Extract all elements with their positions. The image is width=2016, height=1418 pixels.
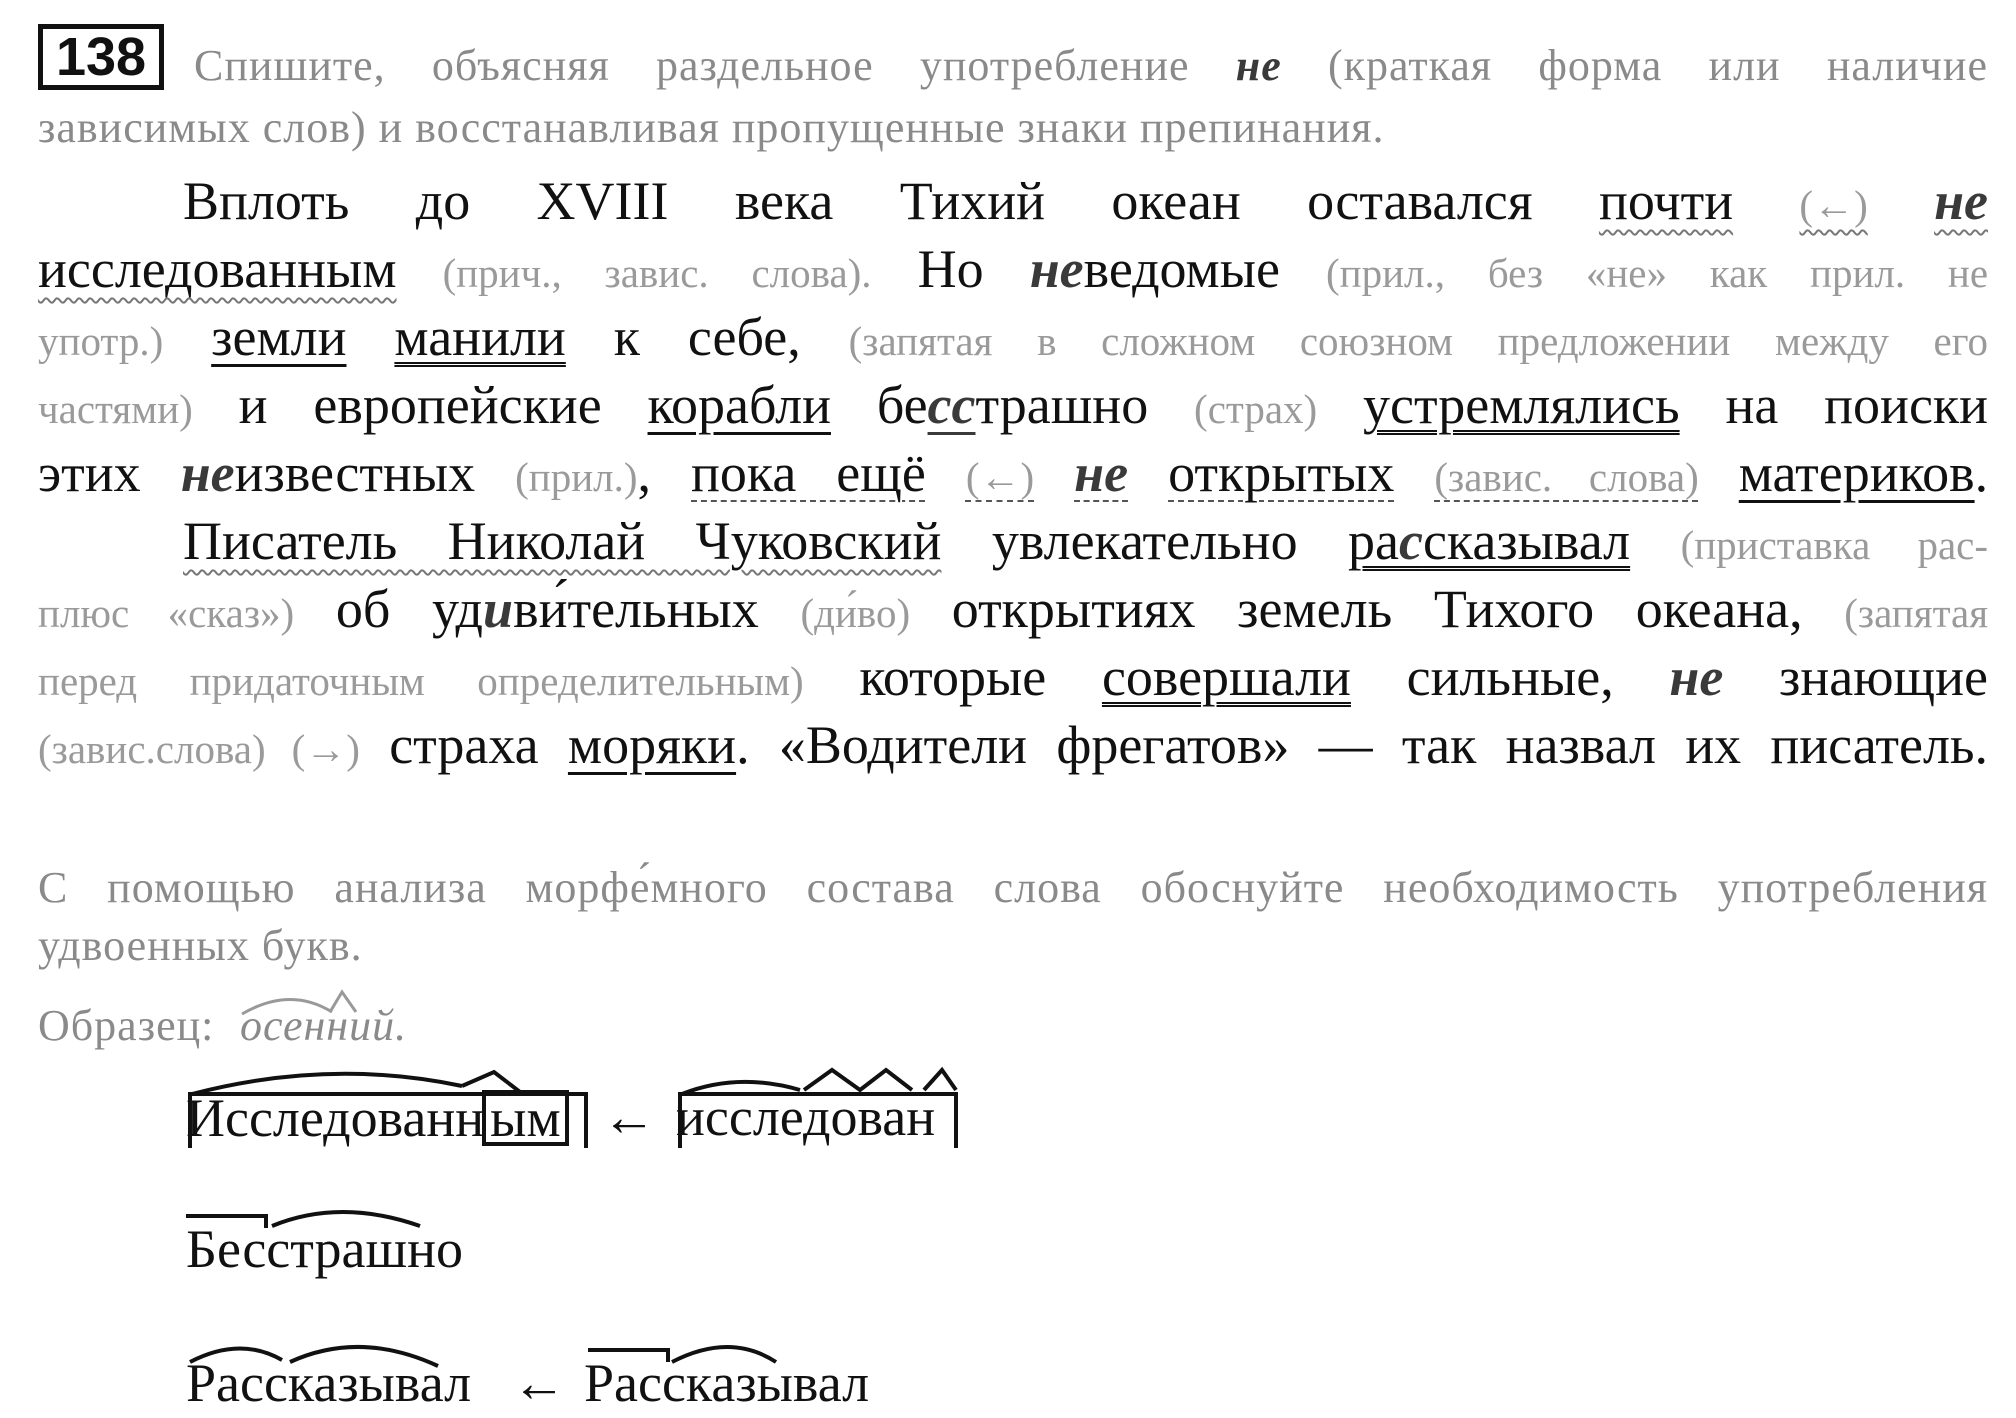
instruction-line-2: зависимых слов) и восстанавливая пропущенные знаки препинания. [38,103,1385,152]
p2-line-3: перед придаточным определительным) которые совершали сильные, не знающие [38,647,1988,707]
p1-line-2: исследованным (прич., завис. слова). Но неведомые (прил., без «не» как прил. не [38,239,1989,299]
ex1-root-arc [192,1074,462,1094]
ex1b-suffix-roof-2 [924,1070,956,1090]
example-1-word: Исследованн ым [186,1090,569,1146]
p1-line-1: Вплоть до XVIII века Тихий океан оставался почти (←) не [183,171,1989,231]
ex3b-root-arc [672,1347,776,1362]
example-3-arrow: ← [512,1353,566,1413]
ending-box: ым [482,1090,568,1146]
example-3-word: Рассказывал [186,1353,472,1413]
p2-line-1: Писатель Николай Чуковский увлекательно рассказывал (приставка рас- [183,511,1989,571]
ex2-prefix-mark [186,1216,266,1228]
instruction-line-1: Спишите, объясняя раздельное употребление не (краткая форма или наличие [194,41,1989,90]
ex1b-suffix-roof [804,1070,912,1090]
ex1-base-bracket [190,1094,586,1148]
p2-line-2: плюс «сказ») об удиви́тельных (ди́во) открытиях земель Тихого океана, (запятая [38,579,1989,639]
ex3b-prefix-mark [588,1350,668,1362]
ex1-suffix-roof [462,1072,520,1092]
sample-word: осенний. [240,1001,408,1050]
morph-task-line-2: удвоенных букв. [38,921,363,970]
ex3-prefix-arc [190,1348,282,1362]
p2-line-4: (завис.слова) (→) страха моряки. «Водители фрегатов» — так назвал их писатель. [38,715,1989,775]
morph-task-line-1: С помощью анализа морфе́много состава слова обоснуйте необходимость употребления [38,863,1988,912]
example-1-base: исследован [676,1087,936,1147]
ex1b-base-bracket [680,1094,956,1148]
task-number-box: 138 [38,24,164,90]
sample-label: Образец: [38,1001,215,1050]
p1-line-4: частями) и европейские корабли бесстрашно (страх) устремлялись на поиски [38,375,1989,435]
example-2-word: Бесстрашно [186,1219,463,1279]
sample-root-arc [242,999,332,1014]
example-3-base: Рассказывал [584,1353,870,1413]
p1-line-5: этих неизвестных (прил.), пока ещё (←) не открытых (завис. слова) материков. [38,443,1989,503]
p1-line-3: употр.) земли манили к себе, (запятая в сложном союзном предложении между его [38,307,1989,367]
ex3-root-arc [290,1347,438,1366]
example-1-arrow: ← [602,1087,656,1147]
sample-suffix-roof [330,992,356,1012]
ex2-root-arc [272,1212,420,1226]
